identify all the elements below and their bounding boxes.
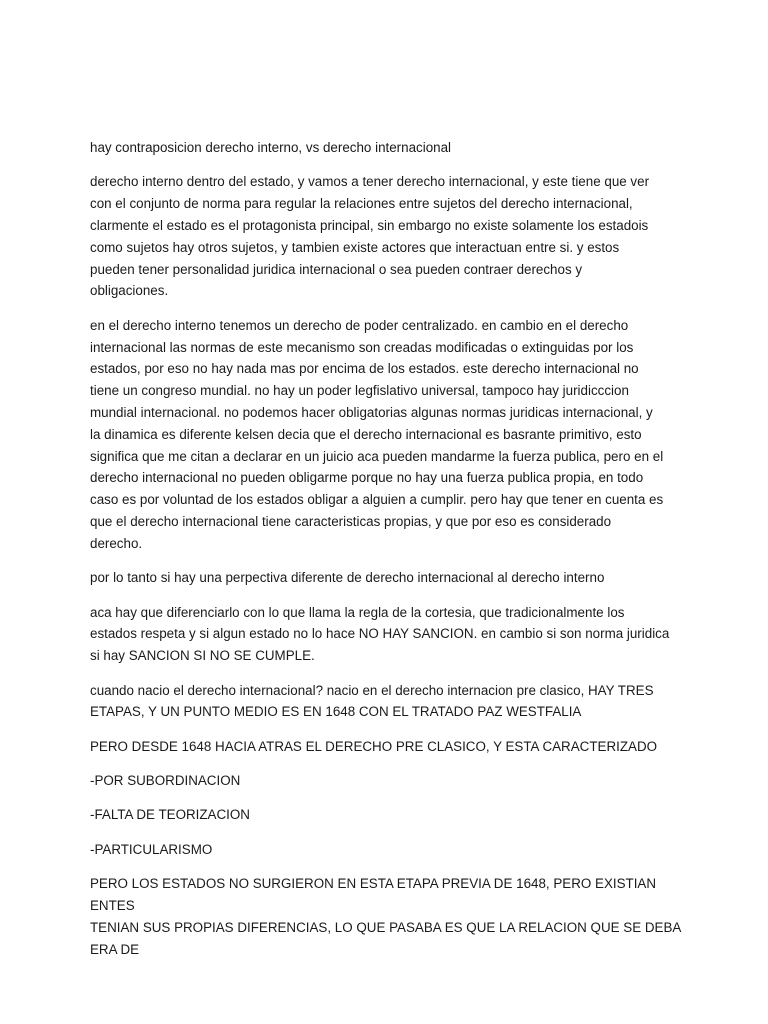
paragraph-nacimiento: cuando nacio el derecho internacional? nacio en el derecho internacion pre clasico, HAY TRES ETAPAS, Y UN PUNTO MEDIO ES EN 1648 CON EL TRATADO PAZ WESTFALIA [90, 682, 654, 720]
list-item-subordinacion: -POR SUBORDINACION [90, 773, 241, 789]
paragraph-poder-centralizado: en el derecho interno tenemos un derecho de poder centralizado. en cambio en el derecho internacional las normas de este mecanismo son creadas modificadas o extinguidas por los estados, por eso no hay nada mas por encima de los estados. este derecho internacional no tiene un congreso mundial. no hay un poder legfislativo universal, tampoco hay juridicccion mundial internacional. no podemos hacer obligatorias algunas normas juridicas internacional, y la dinamica es diferente kelsen decia que el derecho internacional es basrante primitivo, esto significa que me citan a declarar en un juicio aca pueden mandarme la fuerza publica, pero en el derecho internacional no pueden obligarme porque no hay una fuerza publica propia, en todo caso es por voluntad de los estados obligar a alguien a cumplir. pero hay que tener en cuenta es que el derecho internacional tiene caracteristicas propias, y que por eso es considerado derecho. [90, 317, 664, 551]
paragraph-perspectiva: por lo tanto si hay una perpectiva diferente de derecho internacional al derecho interno [90, 570, 605, 586]
document-body [90, 137, 690, 973]
paragraph-pre-clasico: PERO DESDE 1648 HACIA ATRAS EL DERECHO PRE CLASICO, Y ESTA CARACTERIZADO [90, 738, 658, 754]
paragraph-cortesia: aca hay que diferenciarlo con lo que llama la regla de la cortesia, que tradicionalmente los estados respeta y si algun estado no lo hace NO HAY SANCION. en cambio si son norma juridica si hay SANCION SI NO SE CUMPLE. [90, 604, 670, 664]
list-item-teorizacion: -FALTA DE TEORIZACION [90, 807, 250, 823]
paragraph-intro: hay contraposicion derecho interno, vs derecho internacional [90, 140, 452, 155]
paragraph-estados-previos: PERO LOS ESTADOS NO SURGIERON EN ESTA ETAPA PREVIA DE 1648, PERO EXISTIAN ENTES TENIAN SUS PROPIAS DIFERENCIAS, LO QUE PASABA ES QUE LA RELACION QUE SE DEBA ERA DE [90, 876, 681, 957]
list-item-particularismo: -PARTICULARISMO [90, 841, 213, 857]
paragraph-derecho-interno: derecho interno dentro del estado, y vamos a tener derecho internacional, y este tiene que ver con el conjunto de norma para regular la relaciones entre sujetos del derecho internacional, clarmente el estado es el protagonista principal, sin embargo no existe solamente los estadois como sujetos hay otros sujetos, y tambien existe actores que interactuan entre si. y estos pueden tener personalidad juridica internacional o sea pueden contraer derechos y obligaciones. [90, 174, 650, 299]
